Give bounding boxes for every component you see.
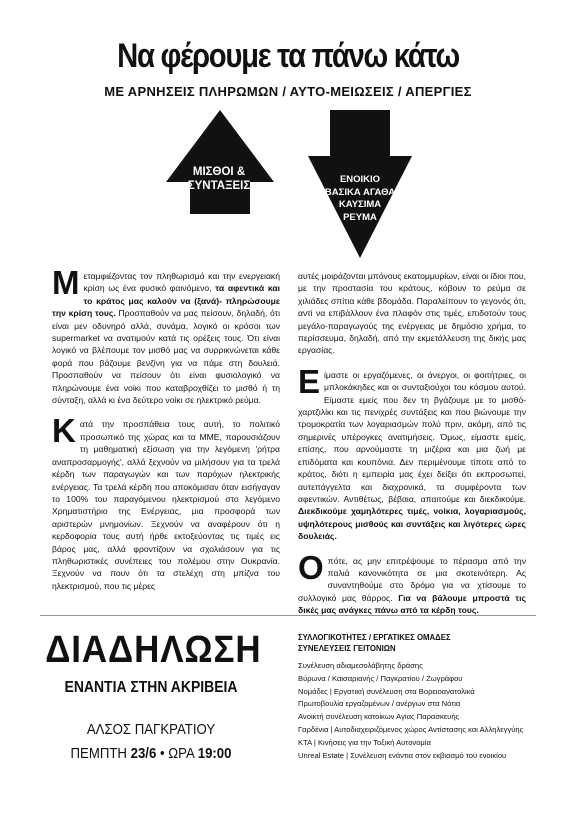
paragraph xyxy=(298,270,526,357)
up-arrow-shape xyxy=(166,110,274,214)
paragraph xyxy=(52,412,280,592)
organizations-heading-line: ΣΥΝΕΛΕΥΣΕΙΣ ΓΕΙΤΟΝΙΩΝ xyxy=(298,644,396,653)
down-arrow-label xyxy=(310,174,410,224)
organization-item: Νομάδες | Εργατική συνέλευση στα Βορειοανατολικά xyxy=(298,686,475,696)
event-date xyxy=(50,744,252,764)
event-subtitle: ΕΝΑΝΤΙΑ ΣΤΗΝ ΑΚΡΙΒΕΙΑ xyxy=(64,679,238,696)
article-column-left xyxy=(52,264,281,604)
paragraph-text: Προσπαθούν να μας πείσουν, δηλαδή, ότι είναι μεν οδυνηρό αλλά, συνάμα, λογικό οι κρόσοι των supermarket να ανατιμούν κατά τις ορέξεις τους. Ότι είναι λογικό να βλέπουμε τον μισθό μας να συρρικνώνεται κάθε φορά που βάζουμε βενζίνη για να πάμε στη δουλειά. Προσπαθούν να πείσουν ότι είναι φυσιολογικό να πληρώνουμε ένα νοίκι που καταβροχθίζει το μισθό ή τη σύνταξη, αλλά κι ένα δεύτερο νοίκι σε ηλεκτρικό ρεύμα. xyxy=(52,308,280,406)
event-title: ΔΙΑΔΗΛΩΣΗ xyxy=(45,629,262,671)
paragraph-text: εταμφιέζοντας τον πληθωρισμό και την ενεργειακή κρίση ως ένα φυσικό φαινόμενο, xyxy=(83,271,280,294)
paragraph-text: ίμαστε οι εργαζόμενες, οι άνεργοι, οι φοιτήτριες, οι μπλοκάκηδες και οι συνταξιούχοι του κόσμου αυτού. Είμαστε εμείς που δεν τη βγάζουμε με το μισθό-χαρτζιλίκι και τις πενιχρές συντάξεις και που βιώνουμε την τρομοκρατία των λογαριασμών πολύ πριν, ακόμη, από τις σημερινές υπέρογκες ανατιμήσεις. Όμως, είμαστε εμείς, επίσης, που αρνούμαστε τη μιζέρια και μια ζωή με επιδόματα και κουπόνια. Δεν περιμένουμε τίποτε από το κράτος, διότι η εμπειρία μας έχει δείξει ότι εκπροσωπεί, αυτεπάγγελτα και διαχρονικά, τα συμφέροντα των αφεντικών. Αντιθέτως, βέβαια, απαιτούμε και διεκδικούμε. xyxy=(298,369,526,504)
paragraph-text: αυτές μοιράζονται μπόνους εκατομμυρίων, είναι οι ίδιοι που, με την προστασία του κράτους, κόβουν το ρεύμα σε χιλιάδες σπίτια κάθε βδομάδα. Παραλείπουν το γεγονός ότι, αντί να επιβάλλουν ένα πλαφόν στις τιμές, επιδοτούν τους μεγάλο-παραγωγούς της ενέργειας με δημόσιο χρήμα, το περίσσευμα, δηλαδή, από την εκμετάλλευση της δικής μας εργασίας. xyxy=(298,271,526,356)
down-arrow-line: ΡΕΥΜΑ xyxy=(343,211,377,223)
paragraph xyxy=(52,264,281,406)
drop-cap: Ο xyxy=(298,548,324,586)
paragraph xyxy=(298,362,526,543)
organizations-heading xyxy=(298,632,538,654)
organization-item: Γαρδένια | Αυτοδιαχειριζόμενος χώρος Αντίστασης και Αλληλεγγύης xyxy=(298,724,524,734)
drop-cap: Ε xyxy=(298,362,321,400)
paragraph-emphasis: Διεκδικούμε χαμηλότερες τιμές, νοίκια, λογαριασμούς, υψηλότερους μισθούς και συντάξεις και λιγότερες ώρες δουλειάς. xyxy=(298,506,526,542)
organization-item: Συνέλευση αδιαμεσολάβητης δράσης xyxy=(298,661,423,670)
organizations-list xyxy=(298,632,538,762)
headline: Να φέρουμε τα πάνω κάτω xyxy=(117,37,459,75)
down-arrow-line: ΚΑΥΣΙΜΑ xyxy=(338,199,382,210)
down-arrow-line: ΕΝΟΙΚΙΟ xyxy=(339,174,381,185)
organization-item: Βύρωνα / Καισαριανής / Παγκρατίου / Ζωγράφου xyxy=(298,673,463,683)
drop-cap: Κ xyxy=(52,412,76,450)
article-column-right xyxy=(298,270,526,629)
organization-item: Πρωτοβουλία εργαζομένων / ανέργων στα Νότια xyxy=(298,699,461,709)
paragraph xyxy=(298,548,526,617)
event-day: 23/6 xyxy=(130,745,157,762)
organization-item: ΚΤΑ | Κινήσεις για την Τοξική Αυτονομία xyxy=(298,737,431,747)
up-arrow-label xyxy=(174,165,264,193)
paragraph-text: ατά την προσπάθεια τους αυτή, το πολιτικό προσωπικό της χώρας και τα ΜΜΕ, παρουσιάζουν τη μαθηματική εξίσωση για την λεγόμενη 'ρήτρα αναπροσαρμογής', αλλά ξεχνούν να μιλήσουν για τα τρελά κέρδη των παραγωγών και των παρόχων ηλεκτρικής ενέργειας. Τα τρελά κέρδη που αποκόμισαν όταν εισήγαγαν το 100% του παραγόμενου ηλεκτρισμού στο λεγόμενο Χρηματιστήριο της Ενέργειας, μια προσφορά των αριστερών μνημονίων. Ξεχνούν να αναφέρουν ότι η κερδοφορία τους αυτή ήρθε εκτοξεύοντας τις τιμές εις βάρος μας, αλλά φροντίζουν να σχολιάσουν για τις πληθωριστικές συνέπειες του πολέμου στην Ουκρανία. Ξεχνούν να πουν ότι τα στελέχη στη μπίζνα του ηλεκτρισμού, που τις μέρες xyxy=(52,419,280,591)
organization-item: Ανοικτή συνέλευση κατοίκων Αγίας Παρασκευής xyxy=(298,712,460,722)
organization-item: Unreal Estate | Συνέλευση ενάντια στον εκβιασμό του ενοικίου xyxy=(298,750,507,760)
event-place: ΑΛΣΟΣ ΠΑΓΚΡΑΤΙΟΥ xyxy=(86,721,216,738)
subheadline: ΜΕ ΑΡΝΗΣΕΙΣ ΠΛΗΡΩΜΩΝ / ΑΥΤΟ-ΜΕΙΩΣΕΙΣ / ΑΠΕΡΓΙΕΣ xyxy=(104,84,472,99)
paragraph-emphasis: τα αφεντικά και το κράτος μας καλούν να (ξανά)- πληρώσουμε την κρίση τους. xyxy=(52,283,281,319)
up-arrow-line: ΣΥΝΤΑΞΕΙΣ xyxy=(187,180,251,192)
up-arrow-line: ΜΙΣΘΟΙ & xyxy=(192,166,246,178)
event-time: 19:00 xyxy=(197,745,232,762)
divider xyxy=(40,615,536,616)
arrows-graphic xyxy=(150,110,430,265)
organizations-heading-line: ΣΥΛΛΟΓΙΚΟΤΗΤΕΣ / ΕΡΓΑΤΙΚΕΣ ΟΜΑΔΕΣ xyxy=(298,633,451,642)
event-separator: • ΩΡΑ xyxy=(156,745,198,762)
event-weekday: ΠΕΜΠΤΗ xyxy=(70,745,131,762)
down-arrow-line: ΒΑΣΙΚΑ ΑΓΑΘΑ xyxy=(324,186,396,198)
paragraph-emphasis: Για να βάλουμε μπροστά τις δικές μας ανάγκες πάνω από τα κέρδη τους. xyxy=(298,592,526,616)
drop-cap: Μ xyxy=(52,264,80,301)
paragraph-text: πότε, ας μην επιτρέψουμε το πέρασμα από την παλιά κανονικότητα σε μια σκοτεινότερη. Ας συναντηθούμε στο δρόμο για να χτίσουμε το συλλογικό μας θάρρος. xyxy=(298,555,526,603)
